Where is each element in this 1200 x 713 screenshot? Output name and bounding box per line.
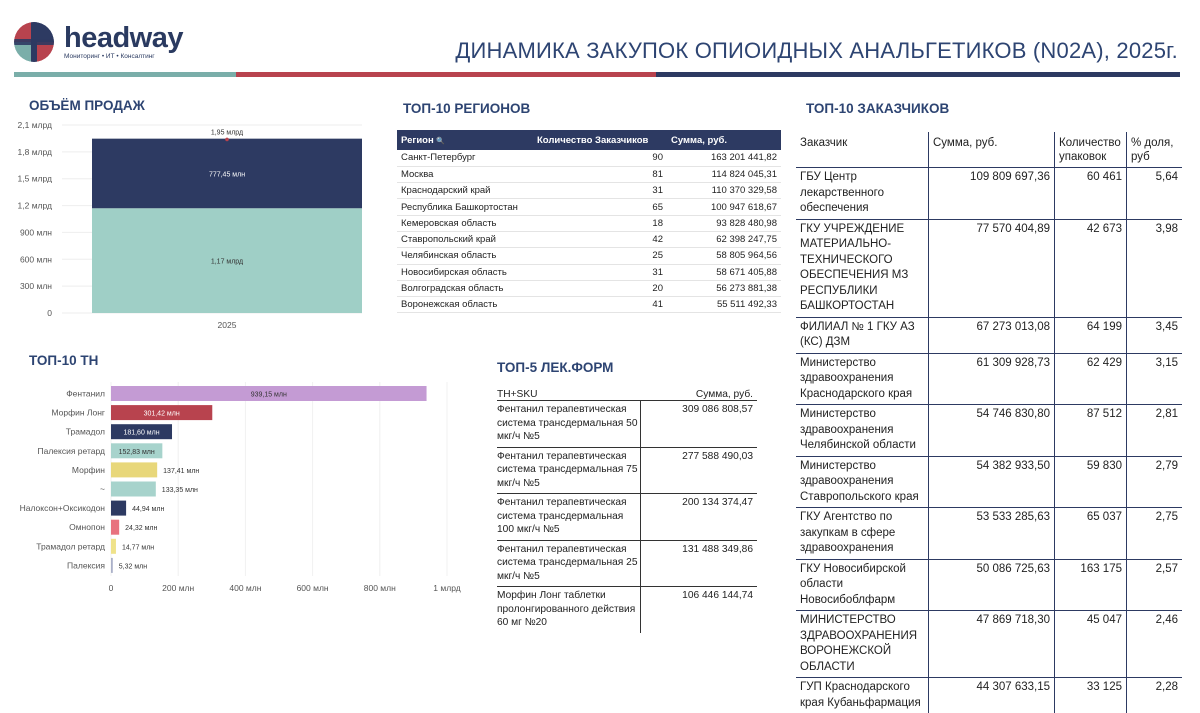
volume-chart [10,118,370,338]
customer-name: ГУП Краснодарского края Кубаньфармация [800,681,921,709]
customer-row [796,457,1182,509]
customer-row [796,220,1182,318]
volume-ytick-label: 900 млн [19,227,52,238]
volume-total-label: 1,95 млрд [210,129,244,137]
region-count: 42 [533,231,667,247]
region-sum: 62 398 247,75 [667,231,781,247]
volume-ytick-label: 2,1 млрд [17,120,52,130]
tn-xtick-label: 600 млн [296,583,329,593]
forms-table [497,386,757,633]
customer-qty: 33 125 [1054,678,1126,713]
form-sum: 277 588 490,03 [682,450,753,462]
region-count: 31 [533,183,667,199]
region-count: 41 [533,297,667,313]
region-count: 90 [533,150,667,166]
region-count: 65 [533,199,667,215]
form-sum: 131 488 349,86 [682,543,753,555]
logo [14,22,183,62]
region-name: Ставропольский край [397,231,533,247]
region-name: Новосибирская область [397,264,533,280]
region-row[interactable] [397,166,781,182]
region-row[interactable] [397,264,781,280]
region-row[interactable] [397,150,781,166]
tn-value-label: 5,32 млн [118,563,148,571]
customer-row [796,405,1182,457]
region-name: Кемеровская область [397,215,533,231]
customer-qty: 65 037 [1054,508,1126,559]
region-count: 25 [533,248,667,264]
customer-share: 2,75 [1126,508,1182,559]
customer-sum: 77 570 404,89 [928,220,1054,317]
customers-title: ТОП-10 ЗАКАЗЧИКОВ [806,101,950,116]
cust-header-sum: Сумма, руб. [928,132,1054,167]
region-row[interactable] [397,199,781,215]
form-row [497,541,757,588]
region-name: Республика Башкортостан [397,199,533,215]
form-row [497,448,757,495]
volume-ytick-label: 1,5 млрд [17,173,52,184]
customer-row [796,318,1182,354]
region-sum: 163 201 441,82 [667,150,781,166]
customer-sum: 61 309 928,73 [928,354,1054,405]
customer-sum: 50 086 725,63 [928,560,1054,611]
forms-title: ТОП-5 ЛЕК.ФОРМ [497,360,614,375]
form-row [497,401,757,448]
form-sum: 200 134 374,47 [682,497,753,508]
search-icon[interactable]: 🔍 [436,137,446,145]
tn-xtick-label: 800 млн [363,583,396,593]
tn-value-label: 14,77 млн [121,544,155,552]
customer-name: ГБУ Центр лекарственного обеспечения [800,171,885,214]
region-sum: 100 947 618,67 [667,199,781,215]
form-row [497,494,757,541]
volume-ytick-label: 1,8 млрд [17,146,52,157]
region-row[interactable] [397,248,781,264]
tn-bar [111,520,119,535]
tn-category-label: Омнопон [69,522,105,533]
customer-share: 3,45 [1126,318,1182,353]
tn-value-label: 24,32 млн [125,525,158,533]
form-row [497,587,757,633]
volume-ytick-label: 0 [47,308,52,318]
region-name: Краснодарский край [397,183,533,199]
region-sum: 58 671 405,88 [667,264,781,280]
tn-category-label: Фентанил [66,388,105,399]
customer-share: 2,46 [1126,611,1182,677]
tn-category-label: Палексия ретард [37,445,105,456]
form-name: Фентанил терапевтическая система трансдермальная 25 мкг/ч №5 [497,541,641,587]
customer-name: ГКУ УЧРЕЖДЕНИЕ МАТЕРИАЛЬНО-ТЕХНИЧЕСКОГО ОБЕСПЕЧЕНИЯ МЗ РЕСПУБЛИКИ БАШКОРТОСТАН [800,222,909,312]
customer-sum: 44 307 633,15 [928,678,1054,713]
volume-ytick-label: 600 млн [19,254,52,265]
region-sum: 114 824 045,31 [667,166,781,182]
logo-subtitle: Мониторинг • ИТ • Консалтинг [64,53,155,60]
form-name: Фентанил терапевтическая система трансдермальная 100 мкг/ч №5 [497,494,641,540]
tn-bar [111,558,113,573]
customer-share: 5,64 [1126,168,1182,219]
customer-row [796,611,1182,678]
regions-header-region[interactable]: Регион 🔍 [397,130,533,150]
customer-name: ГКУ Новосибирской области Новосибоблфарм [800,562,906,606]
customer-name: Министерство здравоохранения Краснодарского края [800,356,913,400]
tn-value-label: 939,15 млн [250,391,287,399]
tn-chart [0,380,480,600]
customer-share: 2,79 [1126,457,1182,508]
tn-value-label: 181,60 млн [123,429,160,437]
form-name: Фентанил терапевтическая система трансдермальная 50 мкг/ч №5 [497,401,641,447]
regions-header-count[interactable]: Количество Заказчиков [533,130,667,150]
customer-share: 2,81 [1126,405,1182,456]
tn-category-label: ~ [100,484,105,494]
customer-sum: 47 869 718,30 [928,611,1054,677]
region-name: Волгоградская область [397,280,533,296]
customer-qty: 87 512 [1054,405,1126,456]
tn-value-label: 133,35 млн [161,487,198,494]
customer-share: 3,15 [1126,354,1182,405]
region-sum: 55 511 492,33 [667,297,781,313]
customer-row [796,168,1182,220]
tn-value-label: 44,94 млн [132,506,165,514]
cust-header-qty: Количество упаковок [1054,132,1126,167]
regions-table [397,130,781,313]
tn-value-label: 137,41 млн [163,467,200,475]
tn-xtick-label: 400 млн [229,583,262,593]
region-count: 18 [533,215,667,231]
tn-value-label: 152,83 млн [118,448,155,456]
customer-sum: 53 533 285,63 [928,508,1054,559]
regions-header-sum[interactable]: Сумма, руб. [667,130,781,150]
region-sum: 56 273 881,38 [667,280,781,296]
customer-qty: 45 047 [1054,611,1126,677]
customer-share: 2,57 [1126,560,1182,611]
tn-xtick-label: 200 млн [162,583,195,593]
volume-total-marker [225,138,229,142]
region-sum: 110 370 329,58 [667,183,781,199]
tn-bar [111,462,157,477]
customer-sum: 54 746 830,80 [928,405,1054,456]
tn-category-label: Трамадол [65,426,105,437]
region-name: Москва [397,166,533,182]
tn-category-label: Морфин Лонг [51,407,105,418]
customer-name: Министерство здравоохранения Челябинской области [800,408,916,451]
customer-name: ГКУ Агентство по закупкам в сфере здравоохранения [800,511,896,554]
customer-name: ФИЛИАЛ № 1 ГКУ АЗ (КС) ДЗМ [800,320,915,348]
region-sum: 58 805 964,56 [667,248,781,264]
region-name: Челябинская область [397,248,533,264]
volume-title: ОБЪЁМ ПРОДАЖ [29,98,145,113]
region-row[interactable] [397,215,781,231]
customer-qty: 60 461 [1054,168,1126,219]
region-count: 20 [533,280,667,296]
cust-header-share: % доля, руб [1126,132,1182,167]
tn-category-label: Морфин [71,464,105,475]
tn-category-label: Налоксон+Оксикодон [19,503,105,514]
region-count: 31 [533,264,667,280]
forms-header-sum: Сумма, руб. [695,389,753,400]
customer-sum: 109 809 697,36 [928,168,1054,219]
volume-ytick-label: 1,2 млрд [17,200,52,211]
region-row[interactable] [397,183,781,199]
customer-row [796,508,1182,560]
customer-qty: 42 673 [1054,220,1126,317]
header-divider [14,72,1180,77]
region-name: Санкт-Петербург [397,150,533,166]
tn-xtick-label: 0 [108,583,114,593]
logo-mark-icon [14,22,54,62]
form-sum: 309 086 808,57 [682,404,753,415]
tn-title: ТОП-10 ТН [29,353,99,368]
page-title: ДИНАМИКА ЗАКУПОК ОПИОИДНЫХ АНАЛЬГЕТИКОВ (N02A), 2025г. [455,38,1178,63]
tn-category-label: Трамадол ретард [36,541,105,552]
tn-bar [111,539,116,554]
customer-qty: 62 429 [1054,354,1126,405]
tn-bar [111,501,126,516]
region-row[interactable] [397,280,781,296]
tn-value-label: 301,42 млн [143,410,180,418]
customer-qty: 59 830 [1054,457,1126,508]
volume-category-label: 2025 [217,320,237,330]
tn-category-label: Палексия [67,560,105,571]
form-name: Фентанил терапевтическая система трансдермальная 75 мкг/ч №5 [497,448,641,494]
customer-qty: 64 199 [1054,318,1126,353]
volume-segment-label: 1,17 млрд [210,258,244,266]
region-row[interactable] [397,231,781,247]
volume-ytick-label: 300 млн [19,281,52,292]
customer-sum: 54 382 933,50 [928,457,1054,508]
region-row[interactable] [397,297,781,313]
form-name: Морфин Лонг таблетки пролонгированного действия 60 мг №20 [497,587,641,633]
customer-share: 2,28 [1126,678,1182,713]
form-sum: 106 446 144,74 [682,590,753,601]
tn-xtick-label: 1 млрд [433,583,461,593]
cust-header-name: Заказчик [800,137,848,149]
region-count: 81 [533,166,667,182]
regions-title: ТОП-10 РЕГИОНОВ [403,101,531,116]
customer-row [796,560,1182,612]
customer-row [796,354,1182,406]
customers-table [796,132,1182,713]
customer-name: Министерство здравоохранения Ставропольского края [800,459,919,503]
logo-name: headway [64,22,183,54]
customer-row [796,678,1182,713]
customer-qty: 163 175 [1054,560,1126,611]
tn-bar [111,482,156,497]
customer-name: МИНИСТЕРСТВО ЗДРАВООХРАНЕНИЯ ВОРОНЕЖСКОЙ ОБЛАСТИ [800,614,918,673]
customer-share: 3,98 [1126,220,1182,317]
customer-sum: 67 273 013,08 [928,318,1054,353]
region-sum: 93 828 480,98 [667,215,781,231]
region-name: Воронежская область [397,297,533,313]
forms-header-name: ТН+SKU [497,389,538,400]
volume-segment-label: 777,45 млн [208,171,246,179]
